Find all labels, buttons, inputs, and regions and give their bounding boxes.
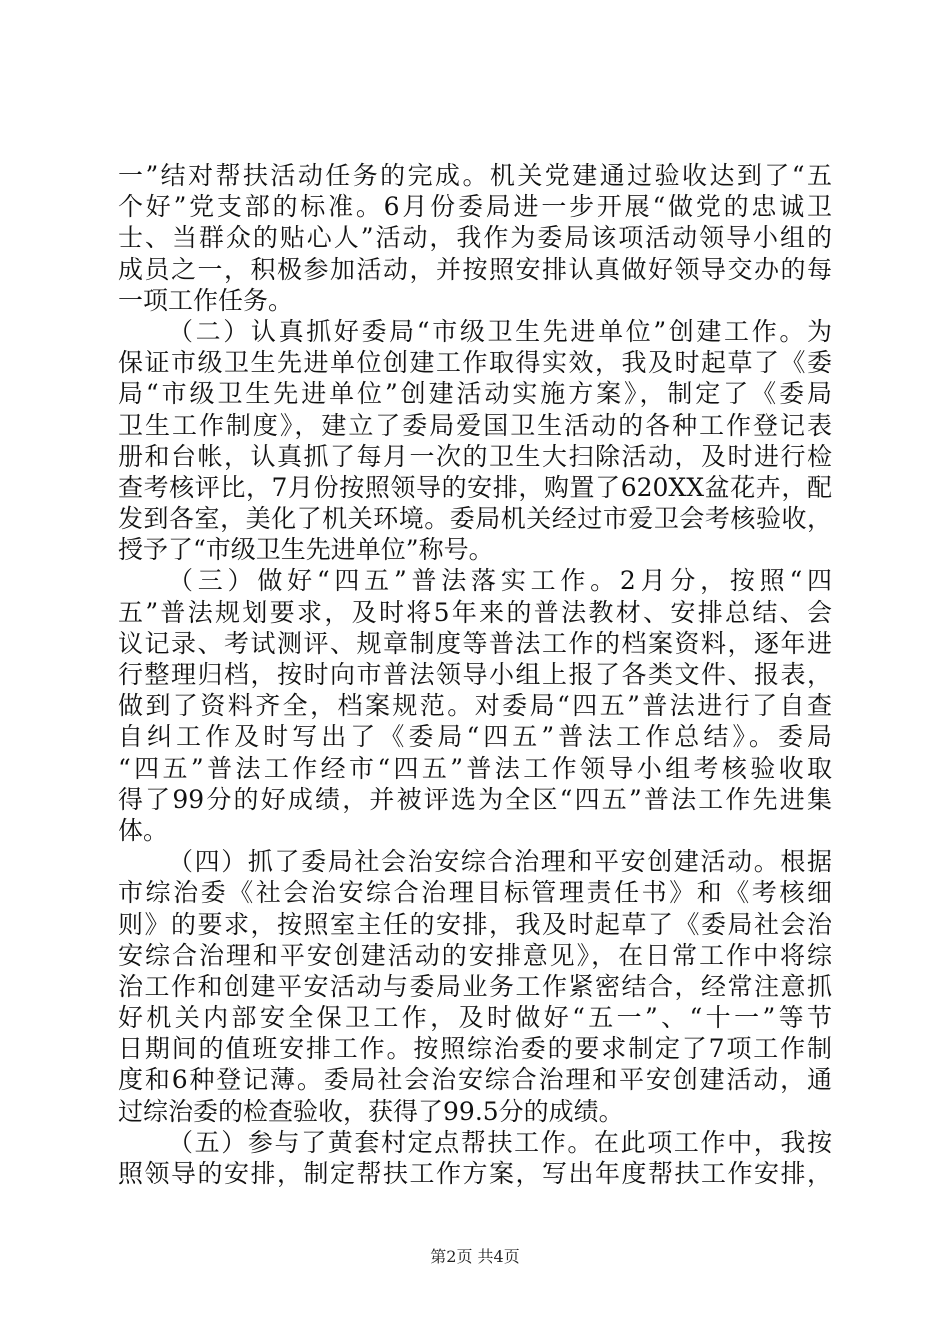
page-footer: 第2页 共4页 [430, 1247, 520, 1266]
text-line: 过综治委的检查验收，获得了99.5分的成绩。 [118, 1096, 624, 1126]
text-line: 度和6种登记薄。委局社会治安综合治理和平安创建活动，通 [118, 1065, 832, 1095]
text-line: 照领导的安排，制定帮扶工作方案，写出年度帮扶工作安排， [118, 1159, 832, 1188]
text-line: 成员之一，积极参加活动，并按照安排认真做好领导交办的每 [118, 254, 832, 284]
text-line: 册和台帐，认真抓了每月一次的卫生大扫除活动，及时进行检 [118, 441, 832, 471]
text-line: 议记录、考试测评、规章制度等普法工作的档案资料，逐年进 [118, 628, 832, 658]
paragraph-5-first-line: （五）参与了黄套村定点帮扶工作。在此项工作中，我按 [168, 1127, 832, 1157]
text-line: 则》的要求，按照室主任的安排，我及时起草了《委局社会治 [118, 909, 832, 939]
text-line: 局“市级卫生先进单位”创建活动实施方案》，制定了《委局 [118, 379, 832, 409]
text-line: 日期间的值班安排工作。按照综治委的要求制定了7项工作制 [118, 1034, 832, 1064]
text-line: 做到了资料齐全，档案规范。对委局“四五”普法进行了自查 [118, 691, 832, 721]
text-line: 个好”党支部的标准。6月份委局进一步开展“做党的忠诚卫 [118, 192, 832, 222]
text-line: 查考核评比，7月份按照领导的安排，购置了620XX盆花卉，配 [118, 472, 832, 502]
paragraph-4-first-line: （四）抓了委局社会治安综合治理和平安创建活动。根据 [168, 847, 832, 877]
text-line: 一”结对帮扶活动任务的完成。机关党建通过验收达到了“五 [118, 161, 832, 190]
paragraph-3-first-line: （三）做好“四五”普法落实工作。2月分，按照“四 [168, 566, 832, 596]
text-line: 发到各室，美化了机关环境。委局机关经过市爱卫会考核验收， [118, 504, 832, 534]
text-line: 授予了“市级卫生先进单位”称号。 [118, 535, 494, 565]
text-line: 得了99分的好成绩，并被评选为全区“四五”普法工作先进集 [118, 784, 832, 814]
text-line: 治工作和创建平安活动与委局业务工作紧密结合，经常注意抓 [118, 971, 832, 1001]
paragraph-2-first-line: （二）认真抓好委局“市级卫生先进单位”创建工作。为 [168, 316, 832, 346]
text-line: 体。 [118, 815, 169, 845]
text-line: 五”普法规划要求，及时将5年来的普法教材、安排总结、会 [118, 597, 832, 627]
text-line: 安综合治理和平安创建活动的安排意见》，在日常工作中将综 [118, 940, 832, 970]
text-line: “四五”普法工作经市“四五”普法工作领导小组考核验收取 [118, 753, 832, 783]
text-line: 一项工作任务。 [118, 285, 294, 315]
text-line: 士、当群众的贴心人”活动，我作为委局该项活动领导小组的 [118, 223, 832, 253]
text-line: 保证市级卫生先进单位创建工作取得实效，我及时起草了《委 [118, 348, 832, 378]
document-body [118, 160, 832, 1189]
text-line: 好机关内部安全保卫工作，及时做好“五一”、“十一”等节 [118, 1003, 832, 1033]
text-line: 卫生工作制度》，建立了委局爱国卫生活动的各种工作登记表 [118, 410, 832, 440]
text-line: 自纠工作及时写出了《委局“四五”普法工作总结》。委局 [118, 722, 832, 752]
text-line: 行整理归档，按时向市普法领导小组上报了各类文件、报表， [118, 660, 832, 689]
text-line: 市综治委《社会治安综合治理目标管理责任书》和《考核细 [118, 878, 832, 908]
